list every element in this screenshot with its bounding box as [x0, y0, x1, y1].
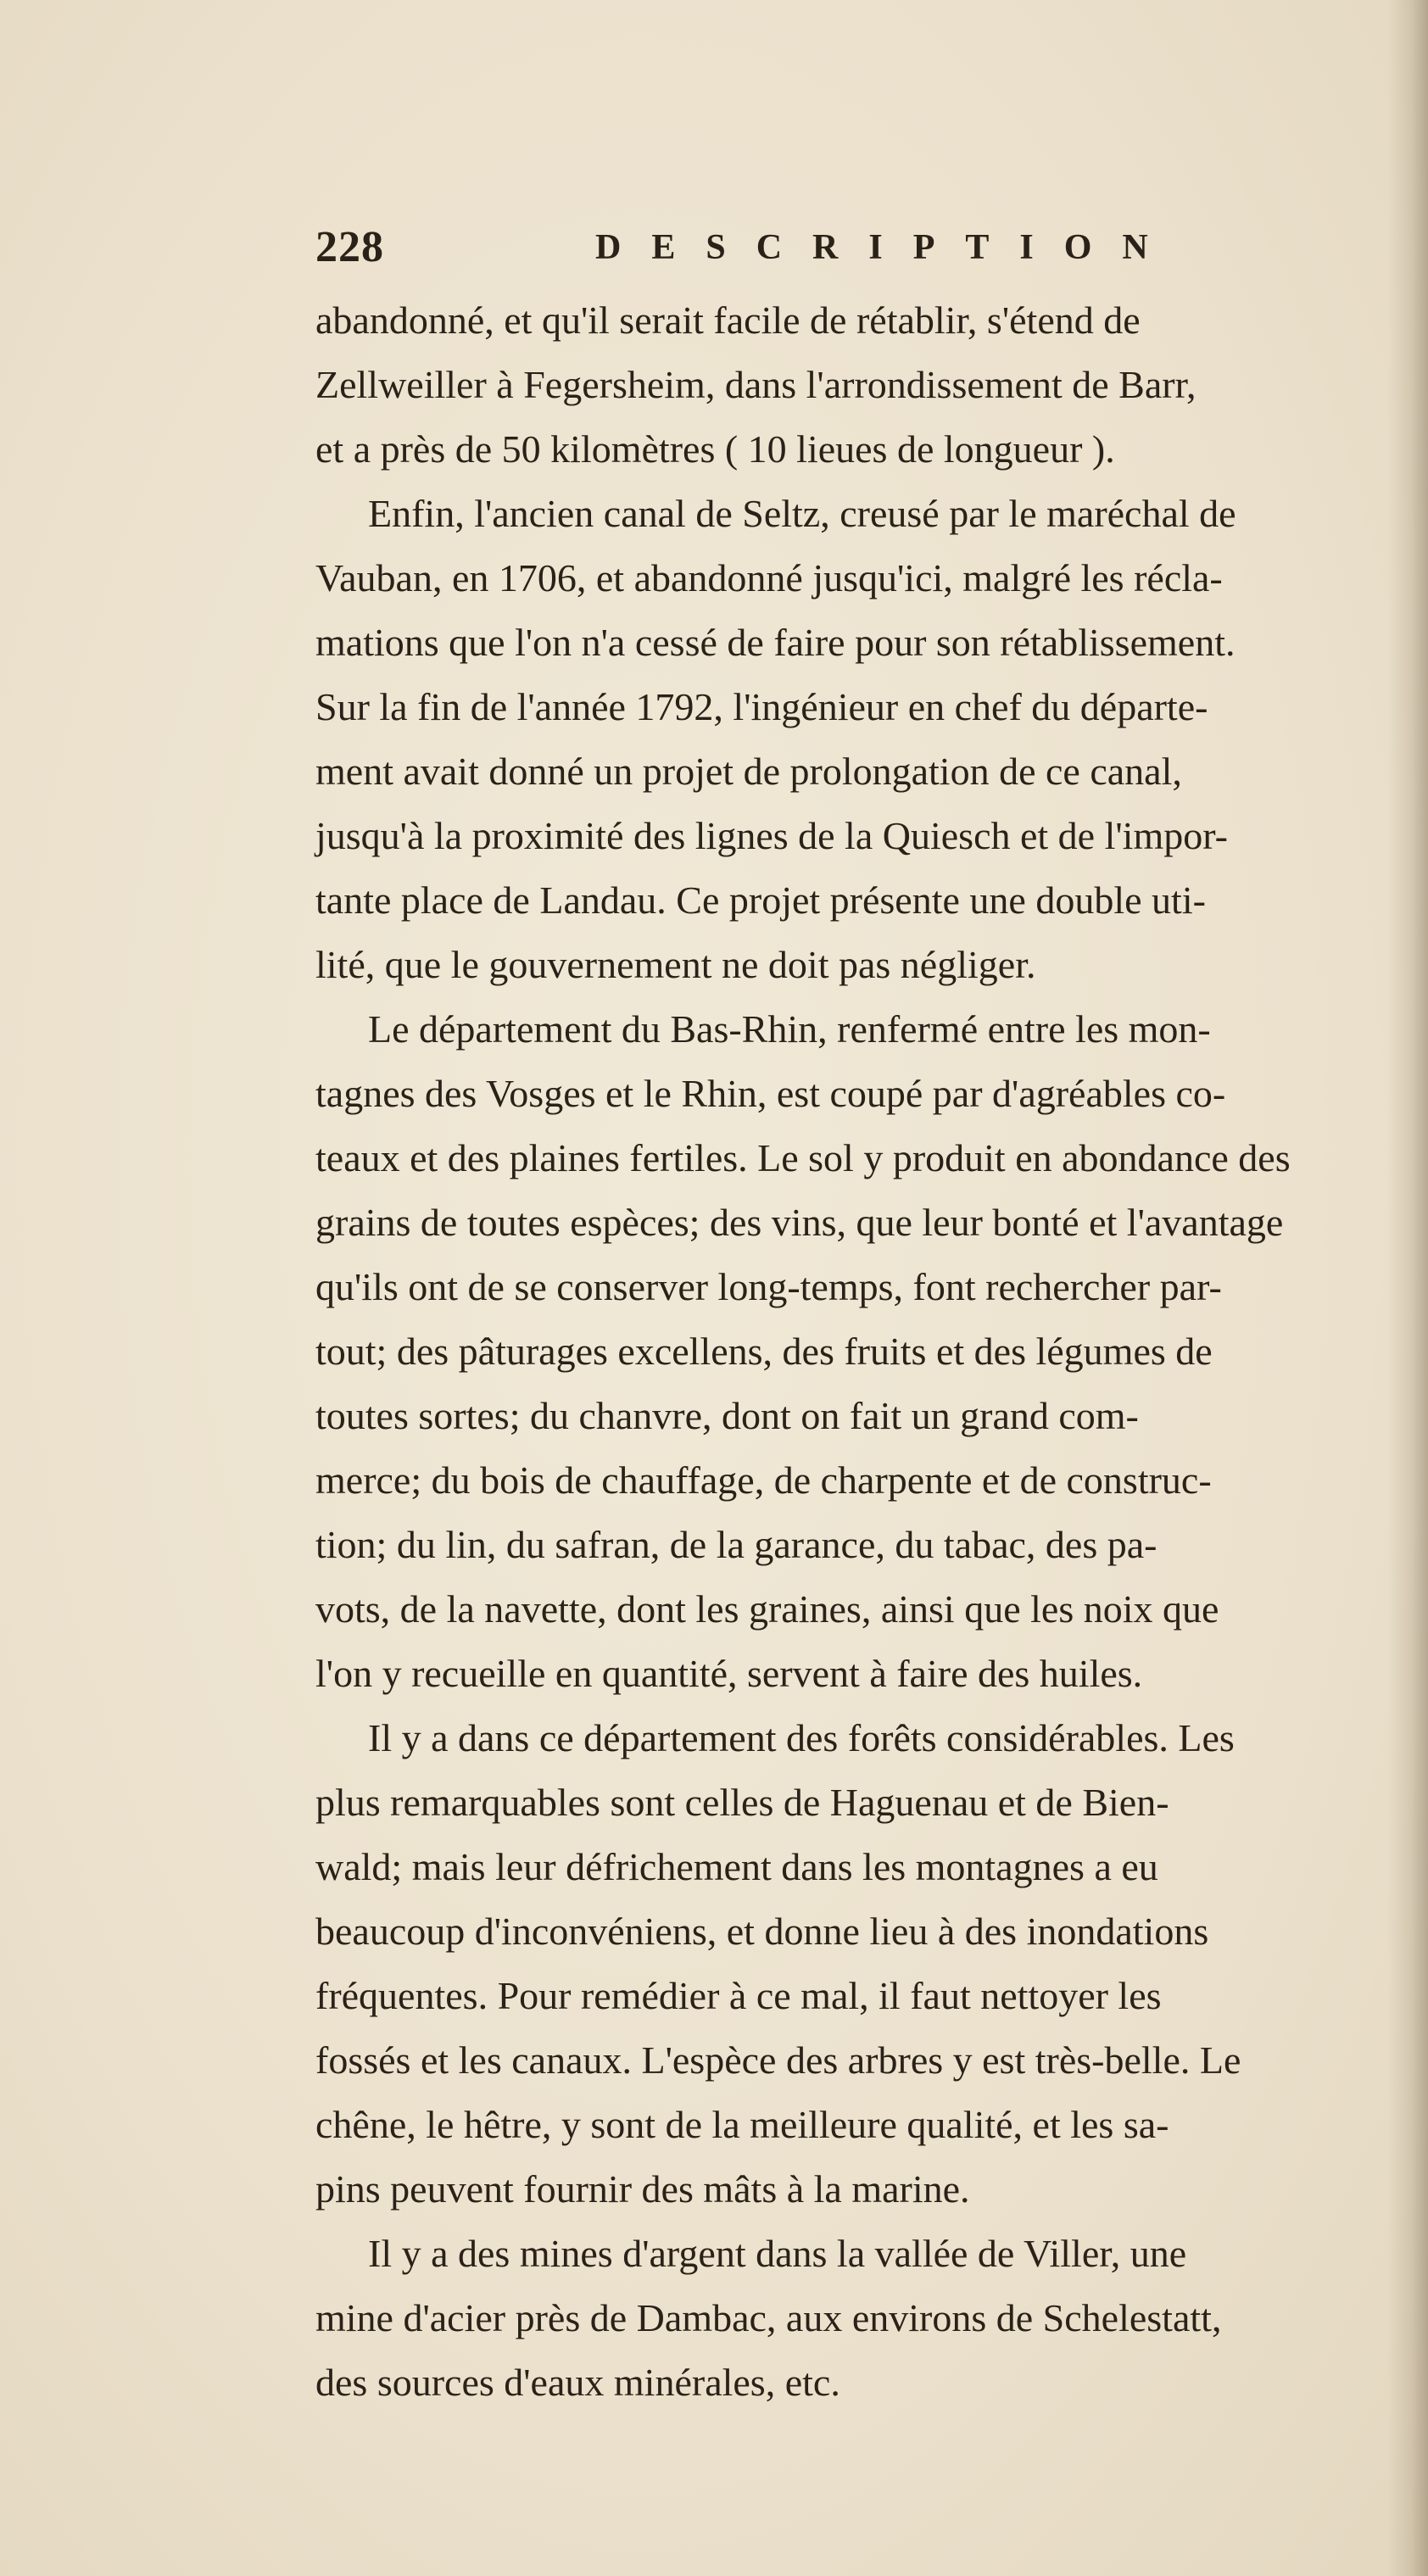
- paragraph-start-line: Le département du Bas-Rhin, renfermé entre les mon-: [368, 1007, 1211, 1051]
- text-line: mine d'acier près de Dambac, aux environs de Schelestatt,: [315, 2296, 1222, 2339]
- text-line: qu'ils ont de se conserver long-temps, font rechercher par-: [315, 1265, 1222, 1308]
- text-line: ment avait donné un projet de prolongation de ce canal,: [315, 750, 1182, 793]
- text-line: des sources d'eaux minérales, etc.: [315, 2361, 840, 2404]
- text-line: tagnes des Vosges et le Rhin, est coupé par d'agréables co-: [315, 1072, 1226, 1115]
- paragraph-start-line: Il y a des mines d'argent dans la vallée de Viller, une: [368, 2232, 1187, 2275]
- paragraph-start-line: Enfin, l'ancien canal de Seltz, creusé par le maréchal de: [368, 492, 1236, 535]
- text-line: mations que l'on n'a cessé de faire pour son rétablissement.: [315, 621, 1236, 664]
- text-line: Zellweiller à Fegersheim, dans l'arrondissement de Barr,: [315, 363, 1197, 406]
- text-line: abandonné, et qu'il serait facile de rétablir, s'étend de: [315, 298, 1141, 342]
- text-line: merce; du bois de chauffage, de charpente et de construc-: [315, 1458, 1212, 1502]
- text-line: plus remarquables sont celles de Haguenau et de Bien-: [315, 1781, 1169, 1824]
- text-line: Sur la fin de l'année 1792, l'ingénieur en chef du départe-: [315, 685, 1208, 728]
- page-number: 228: [315, 223, 384, 271]
- body-text: [315, 288, 1426, 2415]
- text-line: fossés et les canaux. L'espèce des arbres y est très-belle. Le: [315, 2038, 1241, 2082]
- text-line: jusqu'à la proximité des lignes de la Quiesch et de l'impor-: [315, 814, 1228, 857]
- text-line: chêne, le hêtre, y sont de la meilleure qualité, et les sa-: [315, 2103, 1169, 2146]
- text-line: fréquentes. Pour remédier à ce mal, il faut nettoyer les: [315, 1974, 1162, 2017]
- running-head: DESCRIPTION: [595, 228, 1179, 267]
- text-line: grains de toutes espèces; des vins, que leur bonté et l'avantage: [315, 1201, 1284, 1244]
- text-line: et a près de 50 kilomètres ( 10 lieues de longueur ).: [315, 427, 1115, 471]
- page-header: [315, 222, 1179, 282]
- paragraph-start-line: Il y a dans ce département des forêts considérables. Les: [368, 1716, 1235, 1759]
- text-line: toutes sortes; du chanvre, dont on fait un grand com-: [315, 1394, 1139, 1437]
- text-line: tout; des pâturages excellens, des fruits et des légumes de: [315, 1330, 1213, 1373]
- text-line: Vauban, en 1706, et abandonné jusqu'ici, malgré les récla-: [315, 556, 1223, 599]
- text-line: l'on y recueille en quantité, servent à faire des huiles.: [315, 1652, 1143, 1695]
- text-line: vots, de la navette, dont les graines, ainsi que les noix que: [315, 1587, 1219, 1631]
- text-line: beaucoup d'inconvéniens, et donne lieu à des inondations: [315, 1910, 1209, 1953]
- text-line: teaux et des plaines fertiles. Le sol y produit en abondance des: [315, 1136, 1291, 1179]
- text-line: tante place de Landau. Ce projet présente une double uti-: [315, 878, 1206, 922]
- text-line: lité, que le gouvernement ne doit pas négliger.: [315, 943, 1036, 986]
- text-line: pins peuvent fournir des mâts à la marine.: [315, 2167, 970, 2211]
- text-line: wald; mais leur défrichement dans les montagnes a eu: [315, 1845, 1158, 1888]
- text-line: tion; du lin, du safran, de la garance, du tabac, des pa-: [315, 1523, 1157, 1566]
